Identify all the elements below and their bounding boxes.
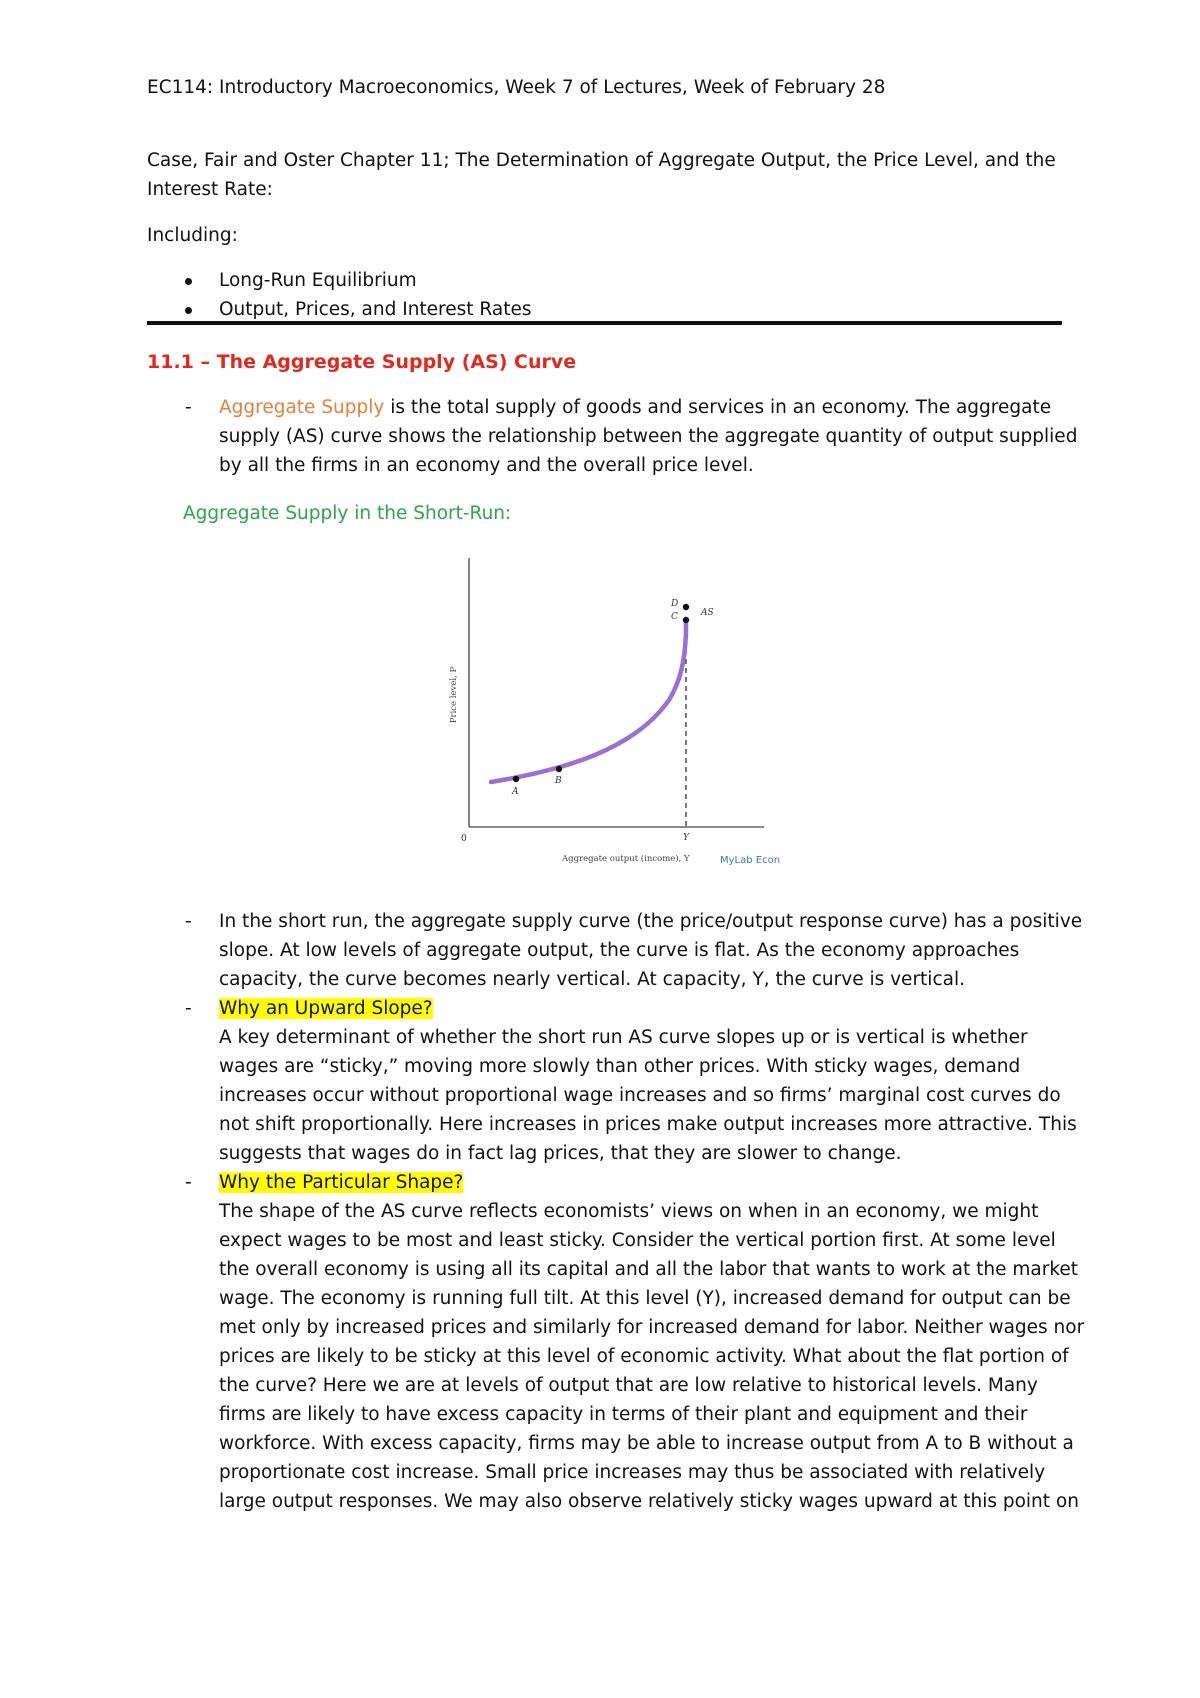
origin-label: 0 xyxy=(461,834,467,844)
bullet-item: Long-Run Equilibrium xyxy=(219,270,417,291)
definition-line-2: supply (AS) curve shows the relationship between the aggregate quantity of output supplied xyxy=(219,426,1078,447)
shape-line: The shape of the AS curve reflects economists’ views on when in an economy, we might xyxy=(219,1201,1039,1222)
section-heading: 11.1 – The Aggregate Supply (AS) Curve xyxy=(147,351,577,373)
dash-marker: - xyxy=(185,397,192,418)
aggregate-supply-chart xyxy=(434,550,781,870)
short-run-subheading: Aggregate Supply in the Short-Run: xyxy=(183,503,512,524)
aggregate-supply-term: Aggregate Supply xyxy=(219,397,385,418)
chapter-title-line-2: Interest Rate: xyxy=(147,179,273,200)
definition-text: is the total supply of goods and services in an economy. The aggregate xyxy=(384,397,1052,418)
short-run-line: capacity, the curve becomes nearly vertical. At capacity, Y, the curve is vertical. xyxy=(219,969,965,990)
dash-marker: - xyxy=(185,1172,192,1193)
point-marker-c xyxy=(683,617,689,623)
particular-shape-heading: Why the Particular Shape? xyxy=(219,1172,464,1193)
upward-slope-line: suggests that wages do in fact lag prices, that they are slower to change. xyxy=(219,1143,902,1164)
point-marker-b xyxy=(556,766,562,772)
point-label-a: A xyxy=(512,787,519,797)
upward-slope-heading-line xyxy=(219,994,433,1023)
point-marker-a xyxy=(513,776,519,782)
page-header: EC114: Introductory Macroeconomics, Week 7 of Lectures, Week of February 28 xyxy=(147,77,886,98)
shape-line: firms are likely to have excess capacity in terms of their plant and equipment and their xyxy=(219,1404,1028,1425)
upward-slope-line: A key determinant of whether the short run AS curve slopes up or is vertical is whether xyxy=(219,1027,1028,1048)
curve-label: AS xyxy=(701,608,714,618)
definition-line-1 xyxy=(219,393,1051,422)
point-marker-d xyxy=(683,604,689,610)
horizontal-rule xyxy=(147,321,1062,325)
bullet-dot-icon xyxy=(185,307,192,314)
shape-line: expect wages to be most and least sticky. Consider the vertical portion first. At some level xyxy=(219,1230,1056,1251)
shape-line: workforce. With excess capacity, firms may be able to increase output from A to B without a xyxy=(219,1433,1074,1454)
y-axis-label: Price level, P xyxy=(449,666,459,724)
point-label-d: D xyxy=(671,599,679,609)
chapter-title-line-1: Case, Fair and Oster Chapter 11; The Determination of Aggregate Output, the Price Level, and the xyxy=(147,150,1056,171)
shape-line: the overall economy is using all its capital and all the labor that wants to work at the market xyxy=(219,1259,1079,1280)
short-run-line: In the short run, the aggregate supply curve (the price/output response curve) has a positive xyxy=(219,911,1083,932)
bullet-item: Output, Prices, and Interest Rates xyxy=(219,299,532,320)
as-curve xyxy=(491,620,686,782)
definition-line-3: by all the firms in an economy and the overall price level. xyxy=(219,455,754,476)
shape-heading-line xyxy=(219,1168,463,1197)
point-label-c: C xyxy=(671,612,678,622)
short-run-line: slope. At low levels of aggregate output, the curve is flat. As the economy approaches xyxy=(219,940,1020,961)
shape-line: prices are likely to be sticky at this level of economic activity. What about the flat portion of xyxy=(219,1346,1069,1367)
upward-slope-line: wages are “sticky,” moving more slowly than other prices. With sticky wages, demand xyxy=(219,1056,1021,1077)
dash-marker: - xyxy=(185,998,192,1019)
x-tick-label: Y xyxy=(683,833,689,843)
shape-line: the curve? Here we are at levels of output that are low relative to historical levels. Many xyxy=(219,1375,1038,1396)
upward-slope-line: not shift proportionally. Here increases in prices make output increases more attractive. This xyxy=(219,1114,1077,1135)
point-label-b: B xyxy=(555,776,562,786)
shape-line: large output responses. We may also observe relatively sticky wages upward at this point on xyxy=(219,1491,1079,1512)
shape-line: proportionate cost increase. Small price increases may thus be associated with relatively xyxy=(219,1462,1046,1483)
x-axis-label: Aggregate output (income), Y xyxy=(562,854,690,864)
bullet-dot-icon xyxy=(185,278,192,285)
upward-slope-line: increases occur without proportional wage increases and so firms’ marginal cost curves do xyxy=(219,1085,1061,1106)
dash-marker: - xyxy=(185,911,192,932)
shape-line: wage. The economy is running full tilt. At this level (Y), increased demand for output can be xyxy=(219,1288,1071,1309)
watermark-text: MyLab Econ xyxy=(720,855,781,866)
shape-line: met only by increased prices and similarly for increased demand for labor. Neither wages nor xyxy=(219,1317,1085,1338)
upward-slope-heading: Why an Upward Slope? xyxy=(219,998,433,1019)
including-label: Including: xyxy=(147,225,238,246)
